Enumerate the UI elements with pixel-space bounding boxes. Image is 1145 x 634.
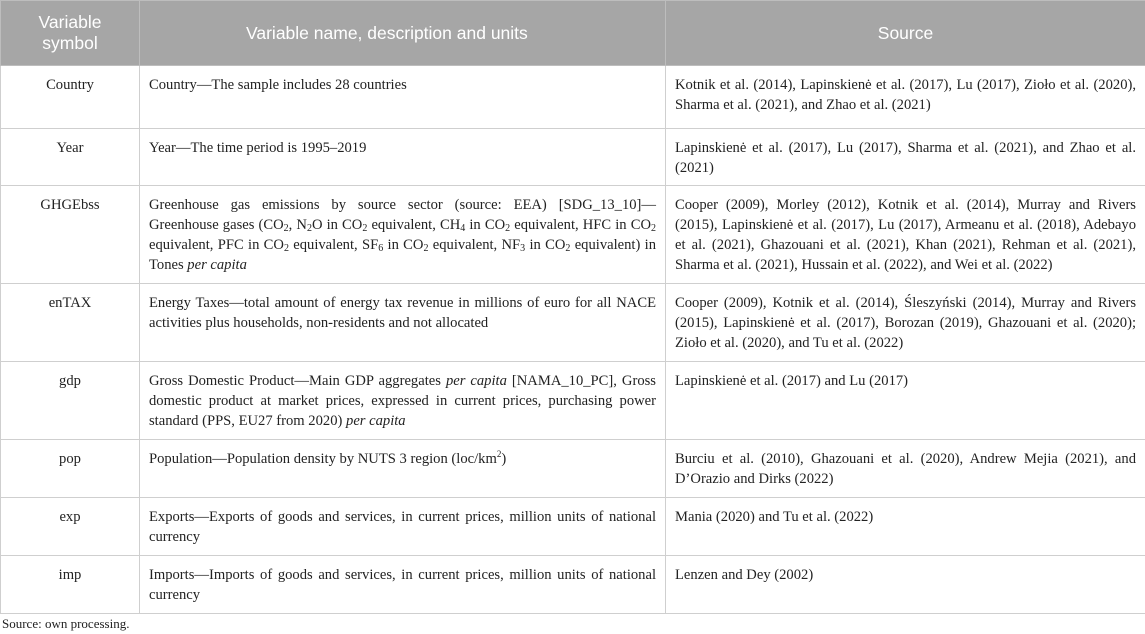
source-cell: Mania (2020) and Tu et al. (2022)	[666, 498, 1145, 556]
desc-text: O in CO	[311, 217, 363, 233]
table-footnote: Source: own processing.	[2, 616, 130, 631]
subscript: 2	[306, 223, 312, 234]
variable-symbol-cell: GHGEbss	[1, 186, 140, 284]
desc-text: equivalent, PFC in CO	[149, 237, 284, 253]
table-row	[1, 362, 1145, 440]
desc-emphasis: per capita	[445, 373, 507, 389]
desc-text: [NAMA_10_PC], Gross domestic product at market prices, expressed in current prices, purchasing power standard (PPS, EU27 from 2020)	[149, 373, 656, 429]
desc-text: equivalent, NF	[428, 237, 521, 253]
desc-emphasis: per capita	[187, 257, 247, 273]
desc-text: equivalent, HFC in CO	[510, 217, 651, 233]
variable-symbol-cell: imp	[1, 556, 140, 614]
table-row	[1, 66, 1145, 129]
table-row	[1, 186, 1145, 284]
variable-symbol-cell: exp	[1, 498, 140, 556]
variable-description-cell: Country—The sample includes 28 countries	[140, 66, 666, 129]
subscript: 2	[283, 223, 289, 234]
table-row	[1, 440, 1145, 498]
table-row	[1, 498, 1145, 556]
variable-symbol-cell: enTAX	[1, 284, 140, 362]
subscript: 2	[423, 243, 429, 254]
source-cell: Lenzen and Dey (2002)	[666, 556, 1145, 614]
source-cell: Burciu et al. (2010), Ghazouani et al. (2020), Andrew Mejia (2021), and D’Orazio and Dirks (2022)	[666, 440, 1145, 498]
subscript: 2	[650, 223, 656, 234]
desc-text: equivalent) in Tones	[149, 237, 656, 273]
table-row	[1, 556, 1145, 614]
subscript: 6	[378, 243, 384, 254]
desc-text: in CO	[383, 237, 424, 253]
subscript: 3	[520, 243, 526, 254]
variable-description-cell	[140, 362, 666, 440]
desc-emphasis: per capita	[346, 413, 406, 429]
variable-description-cell: Imports—Imports of goods and services, in current prices, million units of national currency	[140, 556, 666, 614]
subscript: 2	[565, 243, 571, 254]
table-header-row	[1, 1, 1145, 66]
variable-symbol-cell: pop	[1, 440, 140, 498]
subscript: 2	[283, 243, 289, 254]
desc-text: Population—Population density by NUTS 3 region (loc/km	[149, 451, 497, 467]
variable-symbol-cell: Country	[1, 66, 140, 129]
desc-text: in CO	[465, 217, 506, 233]
variable-description-cell: Year—The time period is 1995–2019	[140, 129, 666, 186]
desc-text: Gross Domestic Product—Main GDP aggregates	[149, 373, 446, 389]
superscript: 2	[496, 449, 502, 459]
header-variable-symbol: Variable symbol	[1, 1, 140, 66]
table-row	[1, 129, 1145, 186]
desc-text: Greenhouse gas emissions by source sector (source: EEA) [SDG_13_10]—Greenhouse gases (CO	[149, 197, 656, 233]
subscript: 4	[460, 223, 466, 234]
subscript: 2	[362, 223, 368, 234]
table-row	[1, 284, 1145, 362]
header-variable-description: Variable name, description and units	[140, 1, 666, 66]
variable-description-cell	[140, 186, 666, 284]
variable-description-cell	[140, 440, 666, 498]
source-cell: Cooper (2009), Kotnik et al. (2014), Śleszyński (2014), Murray and Rivers (2015), Lapinskienė et al. (2017), Borozan (2019), Ghazouani et al. (2020); Zioło et al. (2020), and Tu et al. (2022)	[666, 284, 1145, 362]
variable-description-cell: Energy Taxes—total amount of energy tax revenue in millions of euro for all NACE activities plus households, non-residents and not allocated	[140, 284, 666, 362]
source-cell: Lapinskienė et al. (2017) and Lu (2017)	[666, 362, 1145, 440]
source-cell: Cooper (2009), Morley (2012), Kotnik et al. (2014), Murray and Rivers (2015), Lapinskienė et al. (2017), Lu (2017), Armeanu et al. (2018), Adebayo et al. (2021), Ghazouani et al. (2021), Khan (2021), Rehman et al. (2021), Sharma et al. (2021), Hussain et al. (2022), and Wei et al. (2022)	[666, 186, 1145, 284]
source-cell: Lapinskienė et al. (2017), Lu (2017), Sharma et al. (2021), and Zhao et al. (2021)	[666, 129, 1145, 186]
desc-text: in CO	[525, 237, 566, 253]
subscript: 2	[505, 223, 511, 234]
source-cell: Kotnik et al. (2014), Lapinskienė et al. (2017), Lu (2017), Zioło et al. (2020), Sharma et al. (2021), and Zhao et al. (2021)	[666, 66, 1145, 129]
variable-symbol-cell: Year	[1, 129, 140, 186]
desc-text: equivalent, CH	[367, 217, 461, 233]
desc-text: )	[501, 451, 507, 467]
variable-symbol-cell: gdp	[1, 362, 140, 440]
variable-description-cell: Exports—Exports of goods and services, in current prices, million units of national currency	[140, 498, 666, 556]
header-source: Source	[666, 1, 1145, 66]
desc-text: equivalent, SF	[288, 237, 379, 253]
desc-text: , N	[288, 217, 307, 233]
